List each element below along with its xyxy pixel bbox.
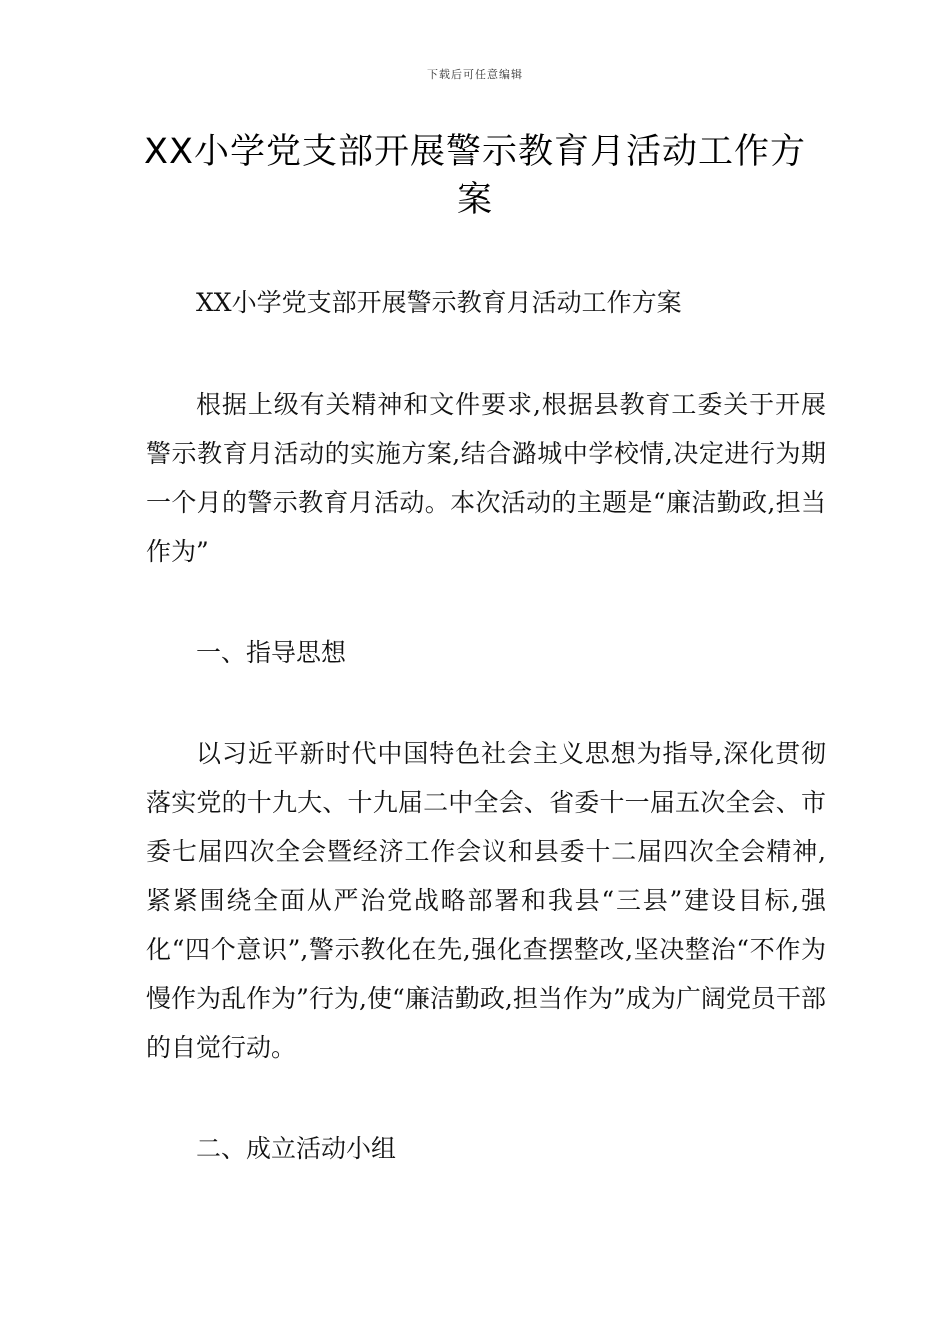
header-note: 下载后可任意编辑	[427, 68, 523, 81]
document-body	[146, 278, 826, 1173]
intro-paragraph: 根据上级有关精神和文件要求,根据县教育工委关于开展警示教育月活动的实施方案,结合潞城中学校情,决定进行为期一个月的警示教育月活动。本次活动的主题是“廉洁勤政,担当作为”	[146, 390, 826, 566]
section-heading-activity-group: 二、成立活动小组	[196, 1134, 397, 1163]
section-heading-guiding-thought: 一、指导思想	[196, 638, 347, 667]
subtitle-paragraph: XX小学党支部开展警示教育月活动工作方案	[196, 288, 682, 317]
guiding-thought-paragraph: 以习近平新时代中国特色社会主义思想为指导,深化贯彻落实党的十九大、十九届二中全会、省委十一届五次全会、市委七届四次全会暨经济工作会议和县委十二届四次全会精神,紧紧围绕全面从严治党战略部署和我县“三县”建设目标,强化“四个意识”,警示教化在先,强化查摆整改,坚决整治“不作为慢作为乱作为”行为,使“廉洁勤政,担当作为”成为广阔党员干部的自觉行动。	[146, 739, 826, 1062]
document-title: XX小学党支部开展警示教育月活动工作方案	[144, 132, 806, 220]
